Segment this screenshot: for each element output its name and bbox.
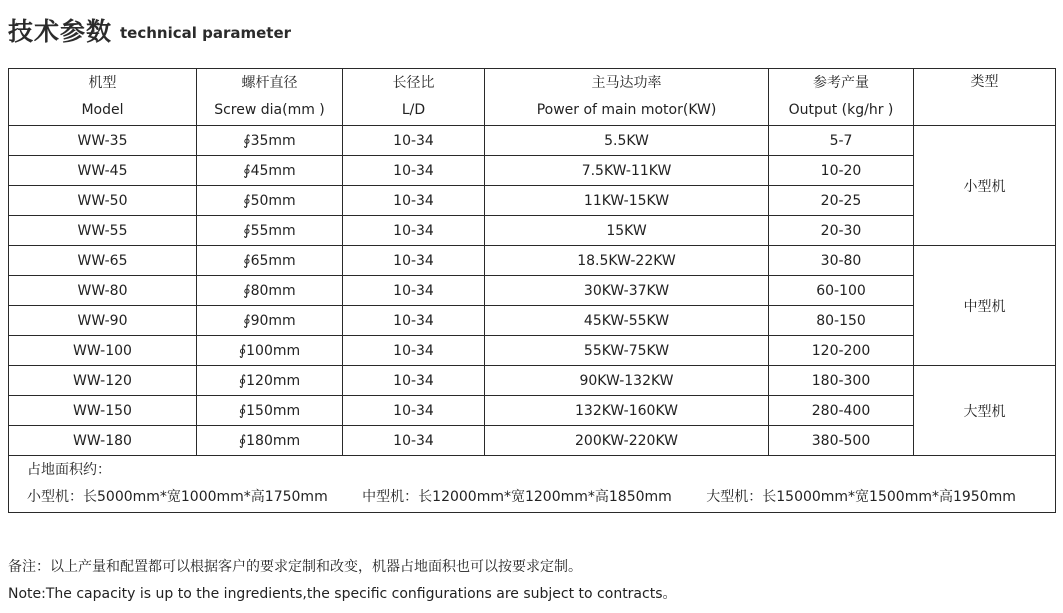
cell-type: 大型机 bbox=[914, 366, 1056, 456]
cell-model: WW-80 bbox=[9, 276, 197, 306]
cell-type: 中型机 bbox=[914, 246, 1056, 366]
header-screw-dia-en: Screw dia(mm ) bbox=[214, 102, 325, 118]
cell-ld: 10-34 bbox=[343, 216, 485, 246]
cell-dia: ∮150mm bbox=[197, 396, 343, 426]
cell-output: 20-30 bbox=[769, 216, 914, 246]
cell-dia: ∮90mm bbox=[197, 306, 343, 336]
table-row bbox=[9, 126, 1056, 156]
cell-model: WW-50 bbox=[9, 186, 197, 216]
cell-model: WW-150 bbox=[9, 396, 197, 426]
header-model-en: Model bbox=[81, 102, 124, 118]
table-row bbox=[9, 186, 1056, 216]
parameter-table bbox=[8, 68, 1056, 513]
cell-output: 80-150 bbox=[769, 306, 914, 336]
title-english: technical parameter bbox=[120, 23, 292, 42]
cell-ld: 10-34 bbox=[343, 276, 485, 306]
note-english: Note:The capacity is up to the ingredients,the specific configurations are subject to contracts。 bbox=[8, 586, 677, 602]
cell-model: WW-35 bbox=[9, 126, 197, 156]
table-row bbox=[9, 336, 1056, 366]
cell-model: WW-45 bbox=[9, 156, 197, 186]
cell-power: 7.5KW-11KW bbox=[485, 156, 769, 186]
table-row bbox=[9, 276, 1056, 306]
header-output-cn: 参考产量 bbox=[813, 75, 869, 91]
cell-power: 15KW bbox=[485, 216, 769, 246]
cell-ld: 10-34 bbox=[343, 186, 485, 216]
cell-output: 180-300 bbox=[769, 366, 914, 396]
cell-ld: 10-34 bbox=[343, 336, 485, 366]
header-type-cn: 类型 bbox=[970, 74, 999, 90]
cell-model: WW-90 bbox=[9, 306, 197, 336]
note-chinese: 备注：以上产量和配置都可以根据客户的要求定制和改变，机器占地面积也可以按要求定制。 bbox=[8, 559, 582, 575]
cell-power: 200KW-220KW bbox=[485, 426, 769, 456]
table-row bbox=[9, 396, 1056, 426]
table-row bbox=[9, 426, 1056, 456]
header-power-cn: 主马达功率 bbox=[591, 75, 662, 91]
title-chinese: 技术参数 bbox=[8, 17, 113, 46]
cell-ld: 10-34 bbox=[343, 246, 485, 276]
header-ld-en: L/D bbox=[401, 102, 426, 118]
page-title bbox=[8, 10, 291, 50]
footprint-large: 大型机：长15000mm*宽1500mm*高1950mm bbox=[706, 489, 1016, 505]
header-screw-dia bbox=[197, 69, 343, 126]
cell-dia: ∮50mm bbox=[197, 186, 343, 216]
footprint-cell bbox=[9, 456, 1056, 513]
cell-ld: 10-34 bbox=[343, 126, 485, 156]
header-ld bbox=[343, 69, 485, 126]
header-screw-dia-cn: 螺杆直径 bbox=[241, 75, 298, 91]
cell-output: 120-200 bbox=[769, 336, 914, 366]
header-power-en: Power of main motor(KW) bbox=[536, 102, 717, 118]
table-row bbox=[9, 246, 1056, 276]
table-header-row bbox=[9, 69, 1056, 126]
footprint-small: 小型机：长5000mm*宽1000mm*高1750mm bbox=[27, 489, 328, 505]
cell-dia: ∮80mm bbox=[197, 276, 343, 306]
cell-output: 30-80 bbox=[769, 246, 914, 276]
table-row bbox=[9, 156, 1056, 186]
cell-ld: 10-34 bbox=[343, 426, 485, 456]
cell-output: 280-400 bbox=[769, 396, 914, 426]
header-output bbox=[769, 69, 914, 126]
cell-model: WW-180 bbox=[9, 426, 197, 456]
cell-dia: ∮35mm bbox=[197, 126, 343, 156]
cell-power: 45KW-55KW bbox=[485, 306, 769, 336]
cell-model: WW-55 bbox=[9, 216, 197, 246]
cell-dia: ∮45mm bbox=[197, 156, 343, 186]
table-row bbox=[9, 216, 1056, 246]
cell-power: 55KW-75KW bbox=[485, 336, 769, 366]
footprint-label: 占地面积约： bbox=[27, 462, 111, 478]
cell-power: 30KW-37KW bbox=[485, 276, 769, 306]
cell-output: 10-20 bbox=[769, 156, 914, 186]
cell-output: 60-100 bbox=[769, 276, 914, 306]
table-row bbox=[9, 306, 1056, 336]
cell-dia: ∮65mm bbox=[197, 246, 343, 276]
cell-model: WW-100 bbox=[9, 336, 197, 366]
cell-dia: ∮180mm bbox=[197, 426, 343, 456]
cell-dia: ∮55mm bbox=[197, 216, 343, 246]
cell-output: 20-25 bbox=[769, 186, 914, 216]
cell-output: 380-500 bbox=[769, 426, 914, 456]
cell-type: 小型机 bbox=[914, 126, 1056, 246]
header-ld-cn: 长径比 bbox=[392, 75, 435, 91]
cell-dia: ∮120mm bbox=[197, 366, 343, 396]
cell-ld: 10-34 bbox=[343, 366, 485, 396]
header-model bbox=[9, 69, 197, 126]
cell-power: 11KW-15KW bbox=[485, 186, 769, 216]
footprint-medium: 中型机：长12000mm*宽1200mm*高1850mm bbox=[362, 489, 672, 505]
cell-power: 18.5KW-22KW bbox=[485, 246, 769, 276]
header-power bbox=[485, 69, 769, 126]
cell-power: 90KW-132KW bbox=[485, 366, 769, 396]
cell-power: 132KW-160KW bbox=[485, 396, 769, 426]
footprint-row bbox=[9, 456, 1056, 513]
cell-output: 5-7 bbox=[769, 126, 914, 156]
header-output-en: Output (kg/hr ) bbox=[788, 102, 894, 118]
cell-dia: ∮100mm bbox=[197, 336, 343, 366]
cell-model: WW-65 bbox=[9, 246, 197, 276]
cell-model: WW-120 bbox=[9, 366, 197, 396]
cell-power: 5.5KW bbox=[485, 126, 769, 156]
header-type bbox=[914, 69, 1056, 126]
cell-ld: 10-34 bbox=[343, 306, 485, 336]
table-row bbox=[9, 366, 1056, 396]
cell-ld: 10-34 bbox=[343, 156, 485, 186]
cell-ld: 10-34 bbox=[343, 396, 485, 426]
header-model-cn: 机型 bbox=[88, 75, 117, 91]
